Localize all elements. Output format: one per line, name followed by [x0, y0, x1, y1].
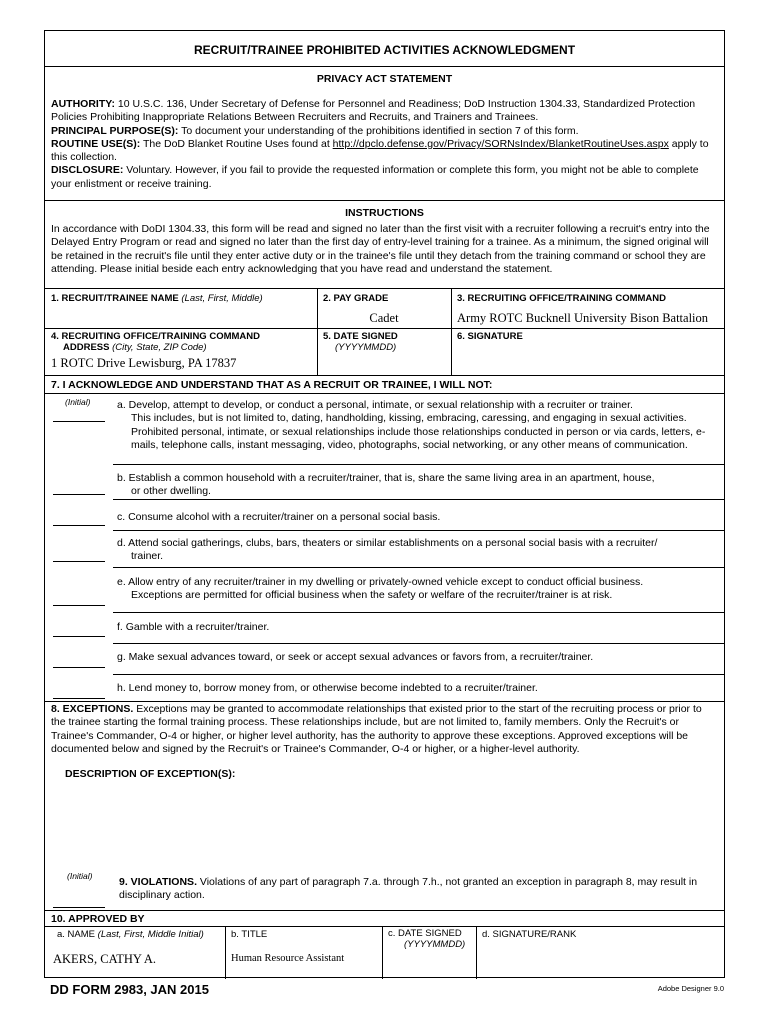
instructions-text: In accordance with DoDI 1304.33, this form will be read and signed no later than the first visit with a recruiter following a recruit's entry into the Delayed Entry Program or read and signed no later than the first day of entry-level training for a trainee. As a minimum, the signed original will be retained in the recruit's file until they enter active duty or in the trainee's file until they detach from the training command or school they are attending. Please initial beside each entry acknowledging that you have read and understand the statement. [51, 223, 710, 275]
recruit-name-label: 1. RECRUIT/TRAINEE NAME (Last, First, Middle) [51, 293, 263, 304]
section-8-exceptions [51, 703, 710, 756]
approver-signature-label: d. SIGNATURE/RANK [482, 929, 577, 940]
recruiting-office-field[interactable]: Army ROTC Bucknell University Bison Battalion [457, 311, 709, 325]
software-label: Adobe Designer 9.0 [657, 984, 724, 993]
divider [113, 499, 724, 500]
divider [45, 910, 724, 911]
instructions-heading: INSTRUCTIONS [345, 207, 424, 219]
purpose-text: To document your understanding of the prohibitions identified in section 7 of this form. [178, 124, 579, 137]
divider [113, 567, 724, 568]
date-signed-label: 5. DATE SIGNED (YYYYMMDD) [323, 331, 398, 353]
approver-name-field[interactable]: AKERS, CATHY A. [53, 952, 157, 966]
form-identifier: DD FORM 2983, JAN 2015 [50, 982, 209, 997]
divider [45, 701, 724, 702]
section-9-violations [119, 876, 710, 903]
initial-label: (Initial) [65, 397, 91, 407]
acknowledgment-item-d: d. Attend social gatherings, clubs, bars, theaters or similar establishments on a personal social basis with a recruiter/ trainer. [117, 537, 658, 563]
initial-field-e[interactable] [53, 605, 105, 606]
signature-field[interactable] [457, 345, 721, 373]
date-signed-field[interactable] [323, 356, 445, 372]
divider [45, 288, 724, 289]
initial-field-d[interactable] [53, 561, 105, 562]
recruiting-office-label: 3. RECRUITING OFFICE/TRAINING COMMAND [457, 293, 666, 304]
divider [113, 530, 724, 531]
divider [113, 612, 724, 613]
initial-field-c[interactable] [53, 525, 105, 526]
privacy-act-heading: PRIVACY ACT STATEMENT [316, 73, 453, 85]
authority-text: 10 U.S.C. 136, Under Secretary of Defense for Personnel and Readiness; DoD Instruction 1304.33, Standardized Protection Policies Prohibiting Inappropriate Relations Between Recruiters and Recruits, and Trainers and Trainees. [51, 98, 696, 124]
section-10-heading: 10. APPROVED BY [51, 913, 145, 925]
authority-label: AUTHORITY: [51, 98, 115, 110]
initial-field-g[interactable] [53, 667, 105, 668]
acknowledgment-item-a: a. Develop, attempt to develop, or conduct a personal, intimate, or sexual relationship with a recruiter or trainer. This includes, but is not limited to, dating, handholding, kissing, embracing, caressing, and engaging in sexual activities. Prohibited personal, intimate, or sexual relationships include those relationships conducted in person or via cards, letters, e-mails, telephone calls, instant messaging, video, photographs, social networking, or any other means of communication. [117, 399, 706, 451]
routine-use-label: ROUTINE USE(S): [51, 137, 141, 150]
acknowledgment-item-c: c. Consume alcohol with a recruiter/trainer on a personal social basis. [117, 511, 441, 523]
routine-uses-link[interactable]: http://dpclo.defense.gov/Privacy/SORNsIndex/BlanketRoutineUses.aspx [332, 137, 669, 150]
divider [225, 926, 226, 979]
divider [45, 66, 724, 67]
initial-field-a[interactable] [53, 421, 105, 422]
divider [45, 393, 724, 394]
disclosure-label: DISCLOSURE: [51, 164, 124, 177]
initial-label: (Initial) [67, 871, 93, 881]
divider [476, 926, 477, 979]
section-7-heading: 7. I ACKNOWLEDGE AND UNDERSTAND THAT AS A RECRUIT OR TRAINEE, I WILL NOT: [51, 379, 493, 391]
routine-use-text-2: apply to this collection. [51, 137, 709, 164]
divider [451, 288, 452, 375]
office-address-field[interactable]: 1 ROTC Drive Lewisburg, PA 17837 [51, 356, 237, 370]
acknowledgment-item-e: e. Allow entry of any recruiter/trainer in my dwelling or privately-owned vehicle except to conduct official business. Exceptions are permitted for official business when the safety or welfare of the recruiter/trainer is at risk. [117, 576, 644, 602]
exceptions-label: 8. EXCEPTIONS. [51, 703, 134, 715]
exceptions-text: Exceptions may be granted to accommodate relationships that existed prior to the start of the recruiting process or prior to the trainee starting the formal training process. These relationships include, but are not limited to, family members. Only the Recruit's or Trainee's Commander, O-4 or higher, or higher level authority, has the authority to approve these exceptions. Approved exceptions will be documented below and signed by the Recruit's or Trainee's Commander, O-4 or higher, or a higher-level authority. [51, 703, 702, 755]
divider [45, 926, 724, 927]
description-of-exceptions-field[interactable] [65, 783, 705, 863]
recruit-name-field[interactable] [51, 311, 311, 329]
form-frame [44, 30, 725, 978]
routine-use-text: The DoD Blanket Routine Uses found at [140, 137, 333, 150]
initial-field-b[interactable] [53, 494, 105, 495]
disclosure-text: Voluntary. However, if you fail to provide the requested information or complete this form, you might not be able to complete your enlistment or receive training. [51, 164, 699, 190]
initial-field-f[interactable] [53, 636, 105, 637]
office-address-label: 4. RECRUITING OFFICE/TRAINING COMMAND ADDRESS (City, State, ZIP Code) [51, 331, 260, 353]
description-of-exceptions-label: DESCRIPTION OF EXCEPTION(S): [65, 768, 236, 780]
privacy-act-statement [51, 98, 718, 191]
approval-date-label: c. DATE SIGNED (YYYYMMDD) [388, 928, 466, 950]
divider [113, 674, 724, 675]
purpose-label: PRINCIPAL PURPOSE(S): [51, 124, 179, 137]
signature-label: 6. SIGNATURE [457, 331, 523, 342]
form-title: RECRUIT/TRAINEE PROHIBITED ACTIVITIES ACKNOWLEDGMENT [193, 43, 576, 57]
acknowledgment-item-h: h. Lend money to, borrow money from, or otherwise become indebted to a recruiter/trainer. [117, 682, 538, 694]
violations-text: Violations of any part of paragraph 7.a. through 7.h., not granted an exception in paragraph 8, may result in disciplinary action. [119, 876, 698, 902]
divider [45, 200, 724, 201]
approver-name-label: a. NAME (Last, First, Middle Initial) [57, 929, 204, 940]
divider [382, 926, 383, 979]
divider [113, 643, 724, 644]
approval-date-field[interactable] [388, 955, 472, 973]
approver-title-field[interactable]: Human Resource Assistant [231, 953, 345, 964]
divider [113, 464, 724, 465]
pay-grade-label: 2. PAY GRADE [323, 293, 389, 304]
divider [45, 328, 724, 329]
divider [45, 375, 724, 376]
acknowledgment-item-b: b. Establish a common household with a recruiter/trainer, that is, share the same living area in an apartment, house, or other dwelling. [117, 472, 655, 498]
approver-title-label: b. TITLE [231, 929, 268, 940]
approver-signature-field[interactable] [482, 943, 720, 975]
pay-grade-field[interactable]: Cadet [369, 311, 399, 325]
divider [317, 288, 318, 375]
violations-label: 9. VIOLATIONS. [119, 876, 197, 888]
initial-field-h[interactable] [53, 698, 105, 699]
acknowledgment-item-g: g. Make sexual advances toward, or seek or accept sexual advances or favors from, a recruiter/trainer. [117, 651, 594, 663]
acknowledgment-item-f: f. Gamble with a recruiter/trainer. [117, 621, 270, 633]
initial-field-violations[interactable] [53, 907, 105, 908]
